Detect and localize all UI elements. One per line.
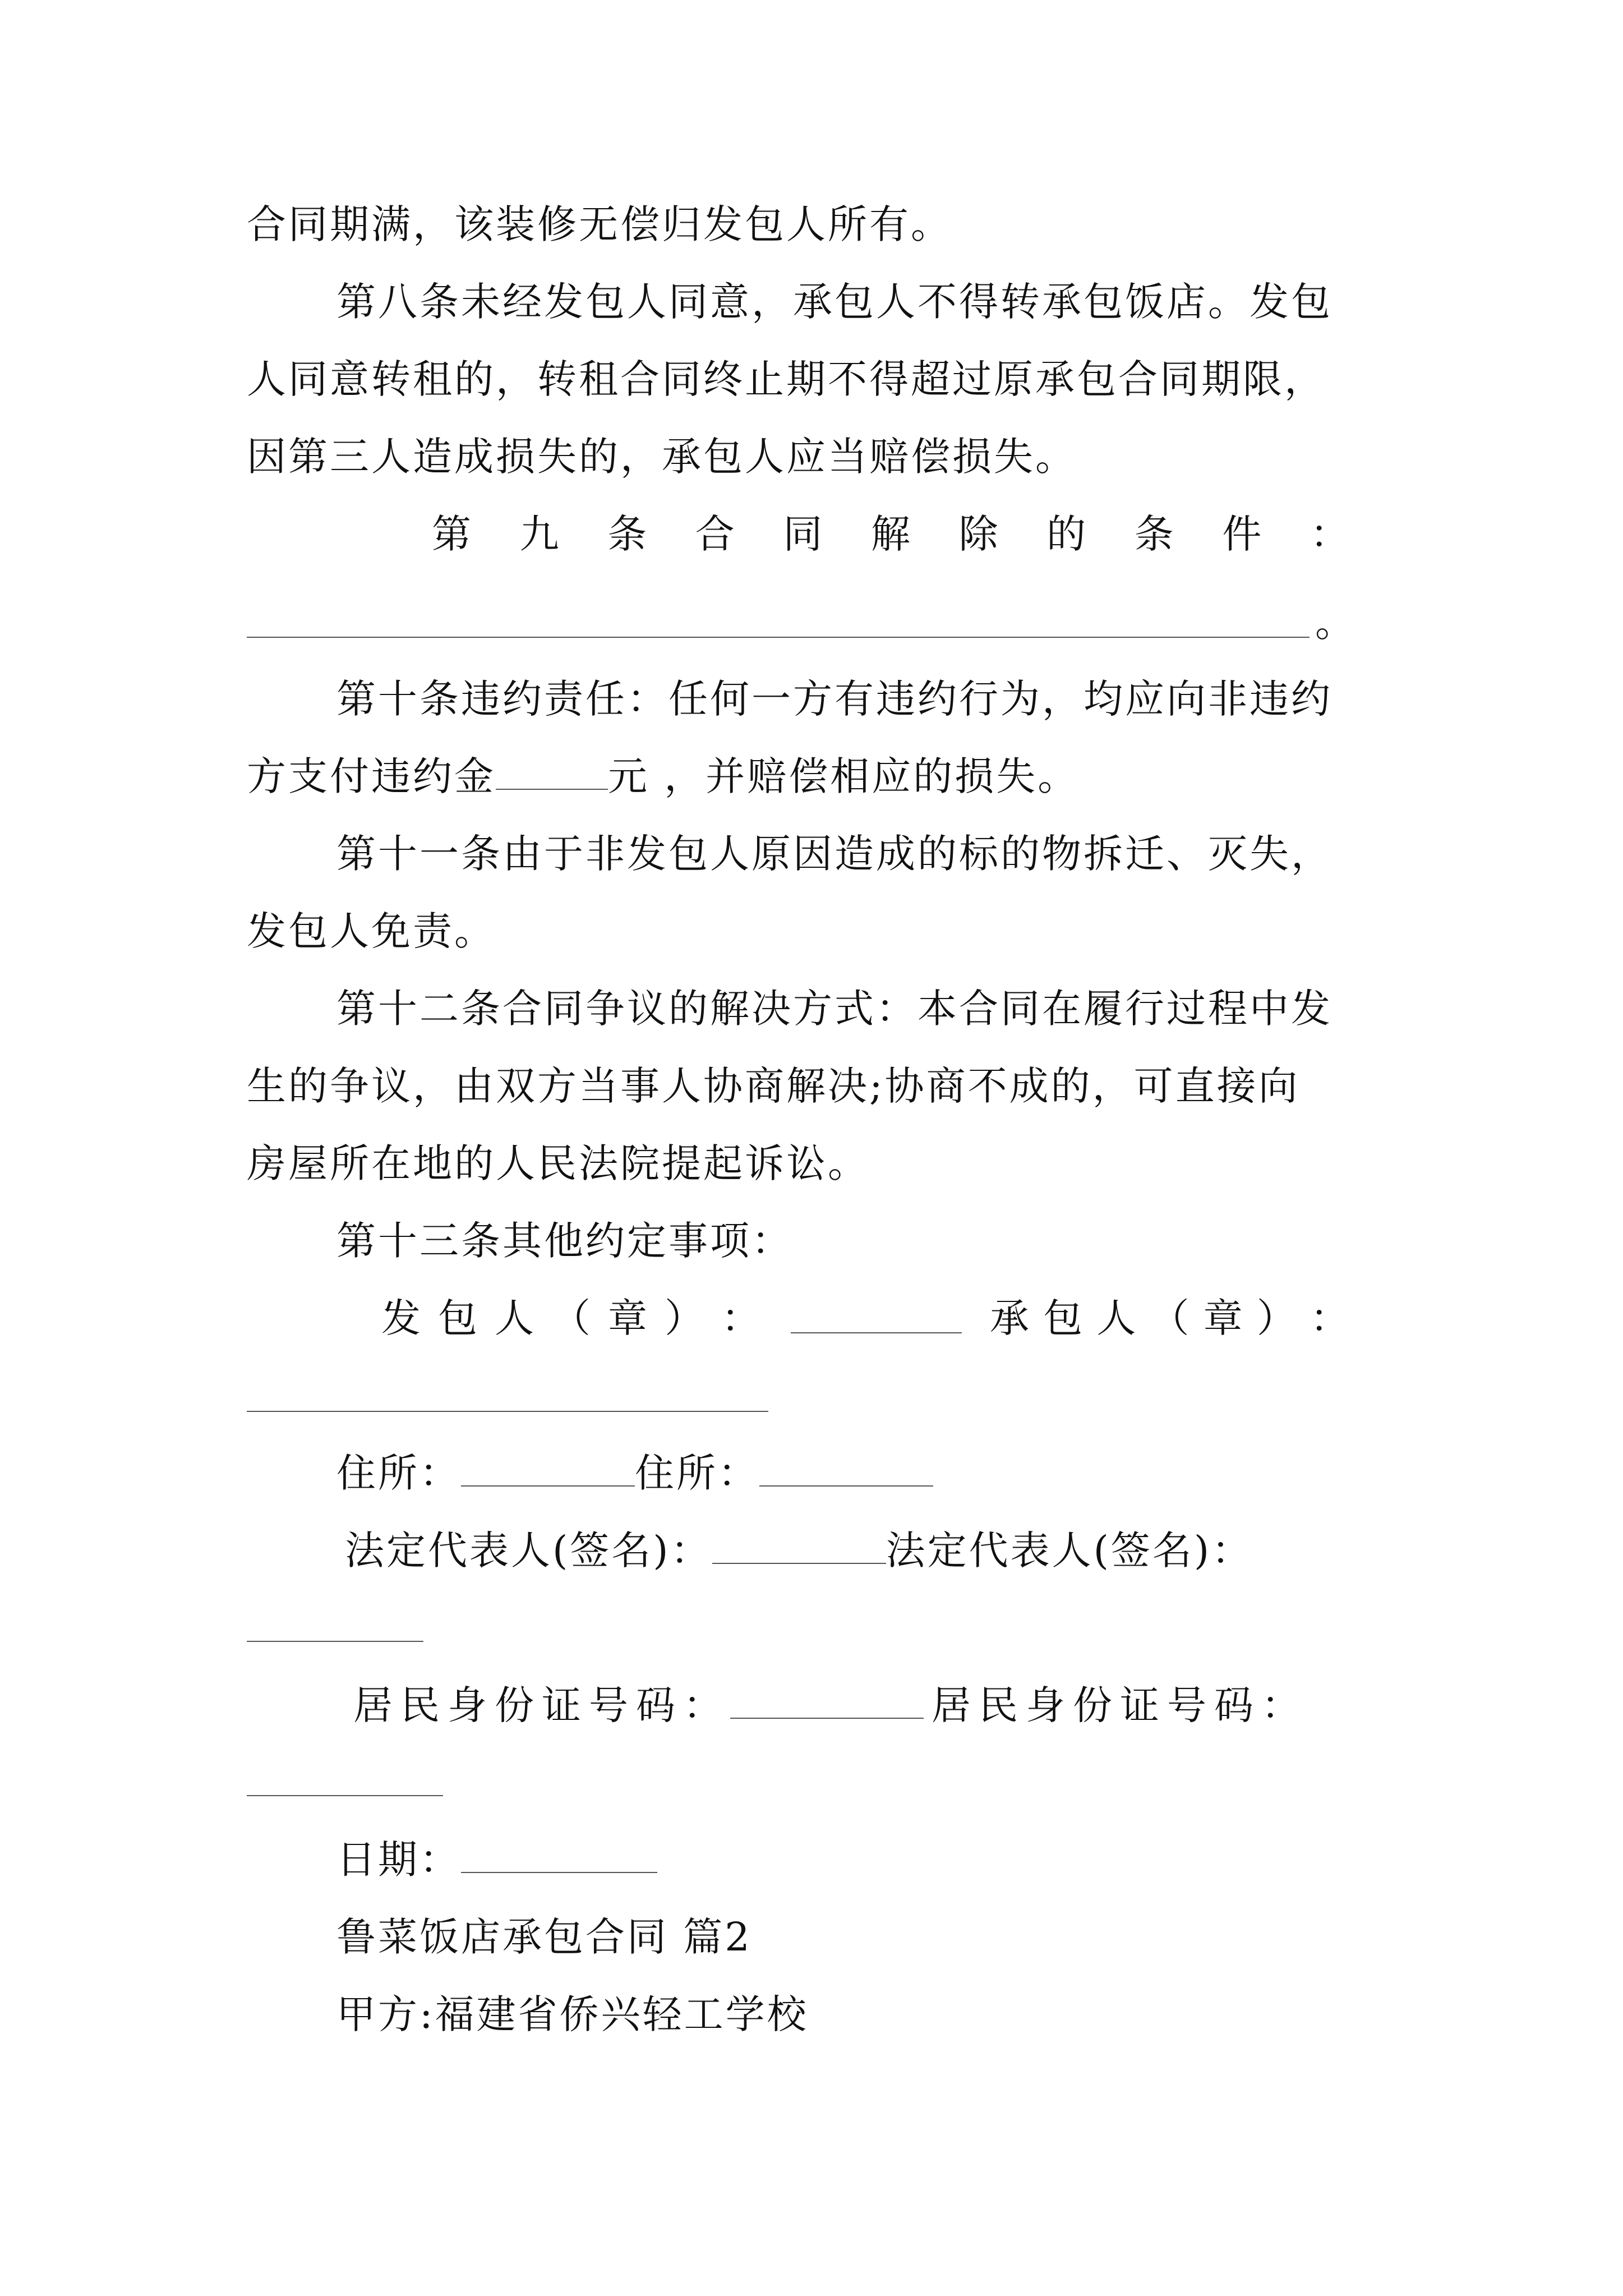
date-label: 日期： bbox=[336, 1837, 461, 1883]
id-label-b: 居民身份证号码： bbox=[932, 1682, 1308, 1728]
fill-in-blank bbox=[247, 1411, 768, 1412]
char: 章 bbox=[608, 1295, 649, 1341]
char: 发 bbox=[381, 1295, 423, 1341]
char: 的 bbox=[1046, 511, 1089, 557]
char: ： bbox=[1310, 1295, 1352, 1341]
text-segment: 方支付违约金 bbox=[247, 753, 496, 799]
char: （ bbox=[1150, 1295, 1192, 1341]
char: ： bbox=[721, 1295, 763, 1341]
legal-rep-label-a: 法定代表人(签名)： bbox=[345, 1527, 712, 1573]
text-line: 因第三人造成损失的，承包人应当赔偿损失。 bbox=[247, 434, 1077, 480]
text-line: 合同期满，该装修无偿归发包人所有。 bbox=[247, 201, 952, 247]
legal-rep-label-b: 法定代表人(签名)： bbox=[886, 1527, 1253, 1573]
text-line: 生的争议，由双方当事人协商解决;协商不成的，可直接向 bbox=[247, 1063, 1300, 1109]
fill-in-blank bbox=[247, 1795, 443, 1796]
char: 条 bbox=[1134, 511, 1176, 557]
char: 包 bbox=[438, 1295, 479, 1341]
char: 第 bbox=[432, 511, 473, 557]
date-line bbox=[336, 1834, 657, 1885]
char: 条 bbox=[607, 511, 649, 557]
text-line: 房屋所在地的人民法院提起诉讼。 bbox=[247, 1140, 869, 1186]
char: ： bbox=[1310, 511, 1352, 557]
id-label-a: 居民身份证号码： bbox=[353, 1682, 730, 1728]
fill-in-blank bbox=[461, 1837, 657, 1873]
fill-in-blank bbox=[247, 1641, 423, 1642]
fill-in-blank bbox=[759, 1451, 933, 1487]
text-segment: 元 ，并赔偿相应的损失。 bbox=[608, 753, 1080, 799]
fill-in-blank bbox=[791, 1332, 962, 1333]
char: 人 bbox=[1096, 1295, 1138, 1341]
char: 九 bbox=[519, 511, 561, 557]
fill-in-blank bbox=[247, 637, 1310, 638]
fill-in-blank bbox=[712, 1528, 886, 1564]
char: 人 bbox=[495, 1295, 536, 1341]
char: 除 bbox=[958, 511, 1000, 557]
char: 同 bbox=[783, 511, 825, 557]
fill-in-blank bbox=[461, 1451, 635, 1487]
char: 承 bbox=[990, 1295, 1031, 1341]
article-8-line: 第八条未经发包人同意，承包人不得转承包饭店。发包 bbox=[336, 279, 1332, 325]
text-line bbox=[247, 751, 1079, 802]
article-13-line: 第十三条其他约定事项： bbox=[336, 1218, 793, 1264]
fill-in-blank bbox=[496, 754, 608, 790]
legal-rep-line bbox=[345, 1525, 1253, 1576]
text-line: 人同意转租的，转租合同终止期不得超过原承包合同期限， bbox=[247, 356, 1326, 402]
section-title: 鲁菜饭店承包合同 篇2 bbox=[336, 1914, 752, 1960]
char: 件 bbox=[1222, 511, 1264, 557]
char: 章 bbox=[1203, 1295, 1245, 1341]
char: 合 bbox=[695, 511, 737, 557]
text-line: 发包人免责。 bbox=[247, 908, 496, 954]
char: ） bbox=[1256, 1295, 1298, 1341]
address-line bbox=[336, 1448, 933, 1498]
char: ） bbox=[665, 1295, 706, 1341]
id-number-line bbox=[353, 1680, 1308, 1731]
char: 解 bbox=[870, 511, 912, 557]
article-12-line: 第十二条合同争议的解决方式：本合同在履行过程中发 bbox=[336, 986, 1332, 1032]
period-mark: 。 bbox=[1315, 600, 1357, 646]
char: （ bbox=[551, 1295, 593, 1341]
signature-label-party-b bbox=[990, 1293, 1352, 1343]
char: 包 bbox=[1043, 1295, 1085, 1341]
address-label-a: 住所： bbox=[336, 1450, 461, 1496]
signature-label-party-a bbox=[381, 1293, 763, 1343]
fill-in-blank bbox=[730, 1683, 924, 1719]
article-10-line: 第十条违约责任：任何一方有违约行为，均应向非违约 bbox=[336, 676, 1332, 722]
article-11-line: 第十一条由于非发包人原因造成的标的物拆迁、灭失， bbox=[336, 831, 1332, 877]
article-9-heading bbox=[432, 509, 1352, 559]
address-label-b: 住所： bbox=[635, 1450, 759, 1496]
party-a-line: 甲方:福建省侨兴轻工学校 bbox=[336, 1991, 809, 2037]
